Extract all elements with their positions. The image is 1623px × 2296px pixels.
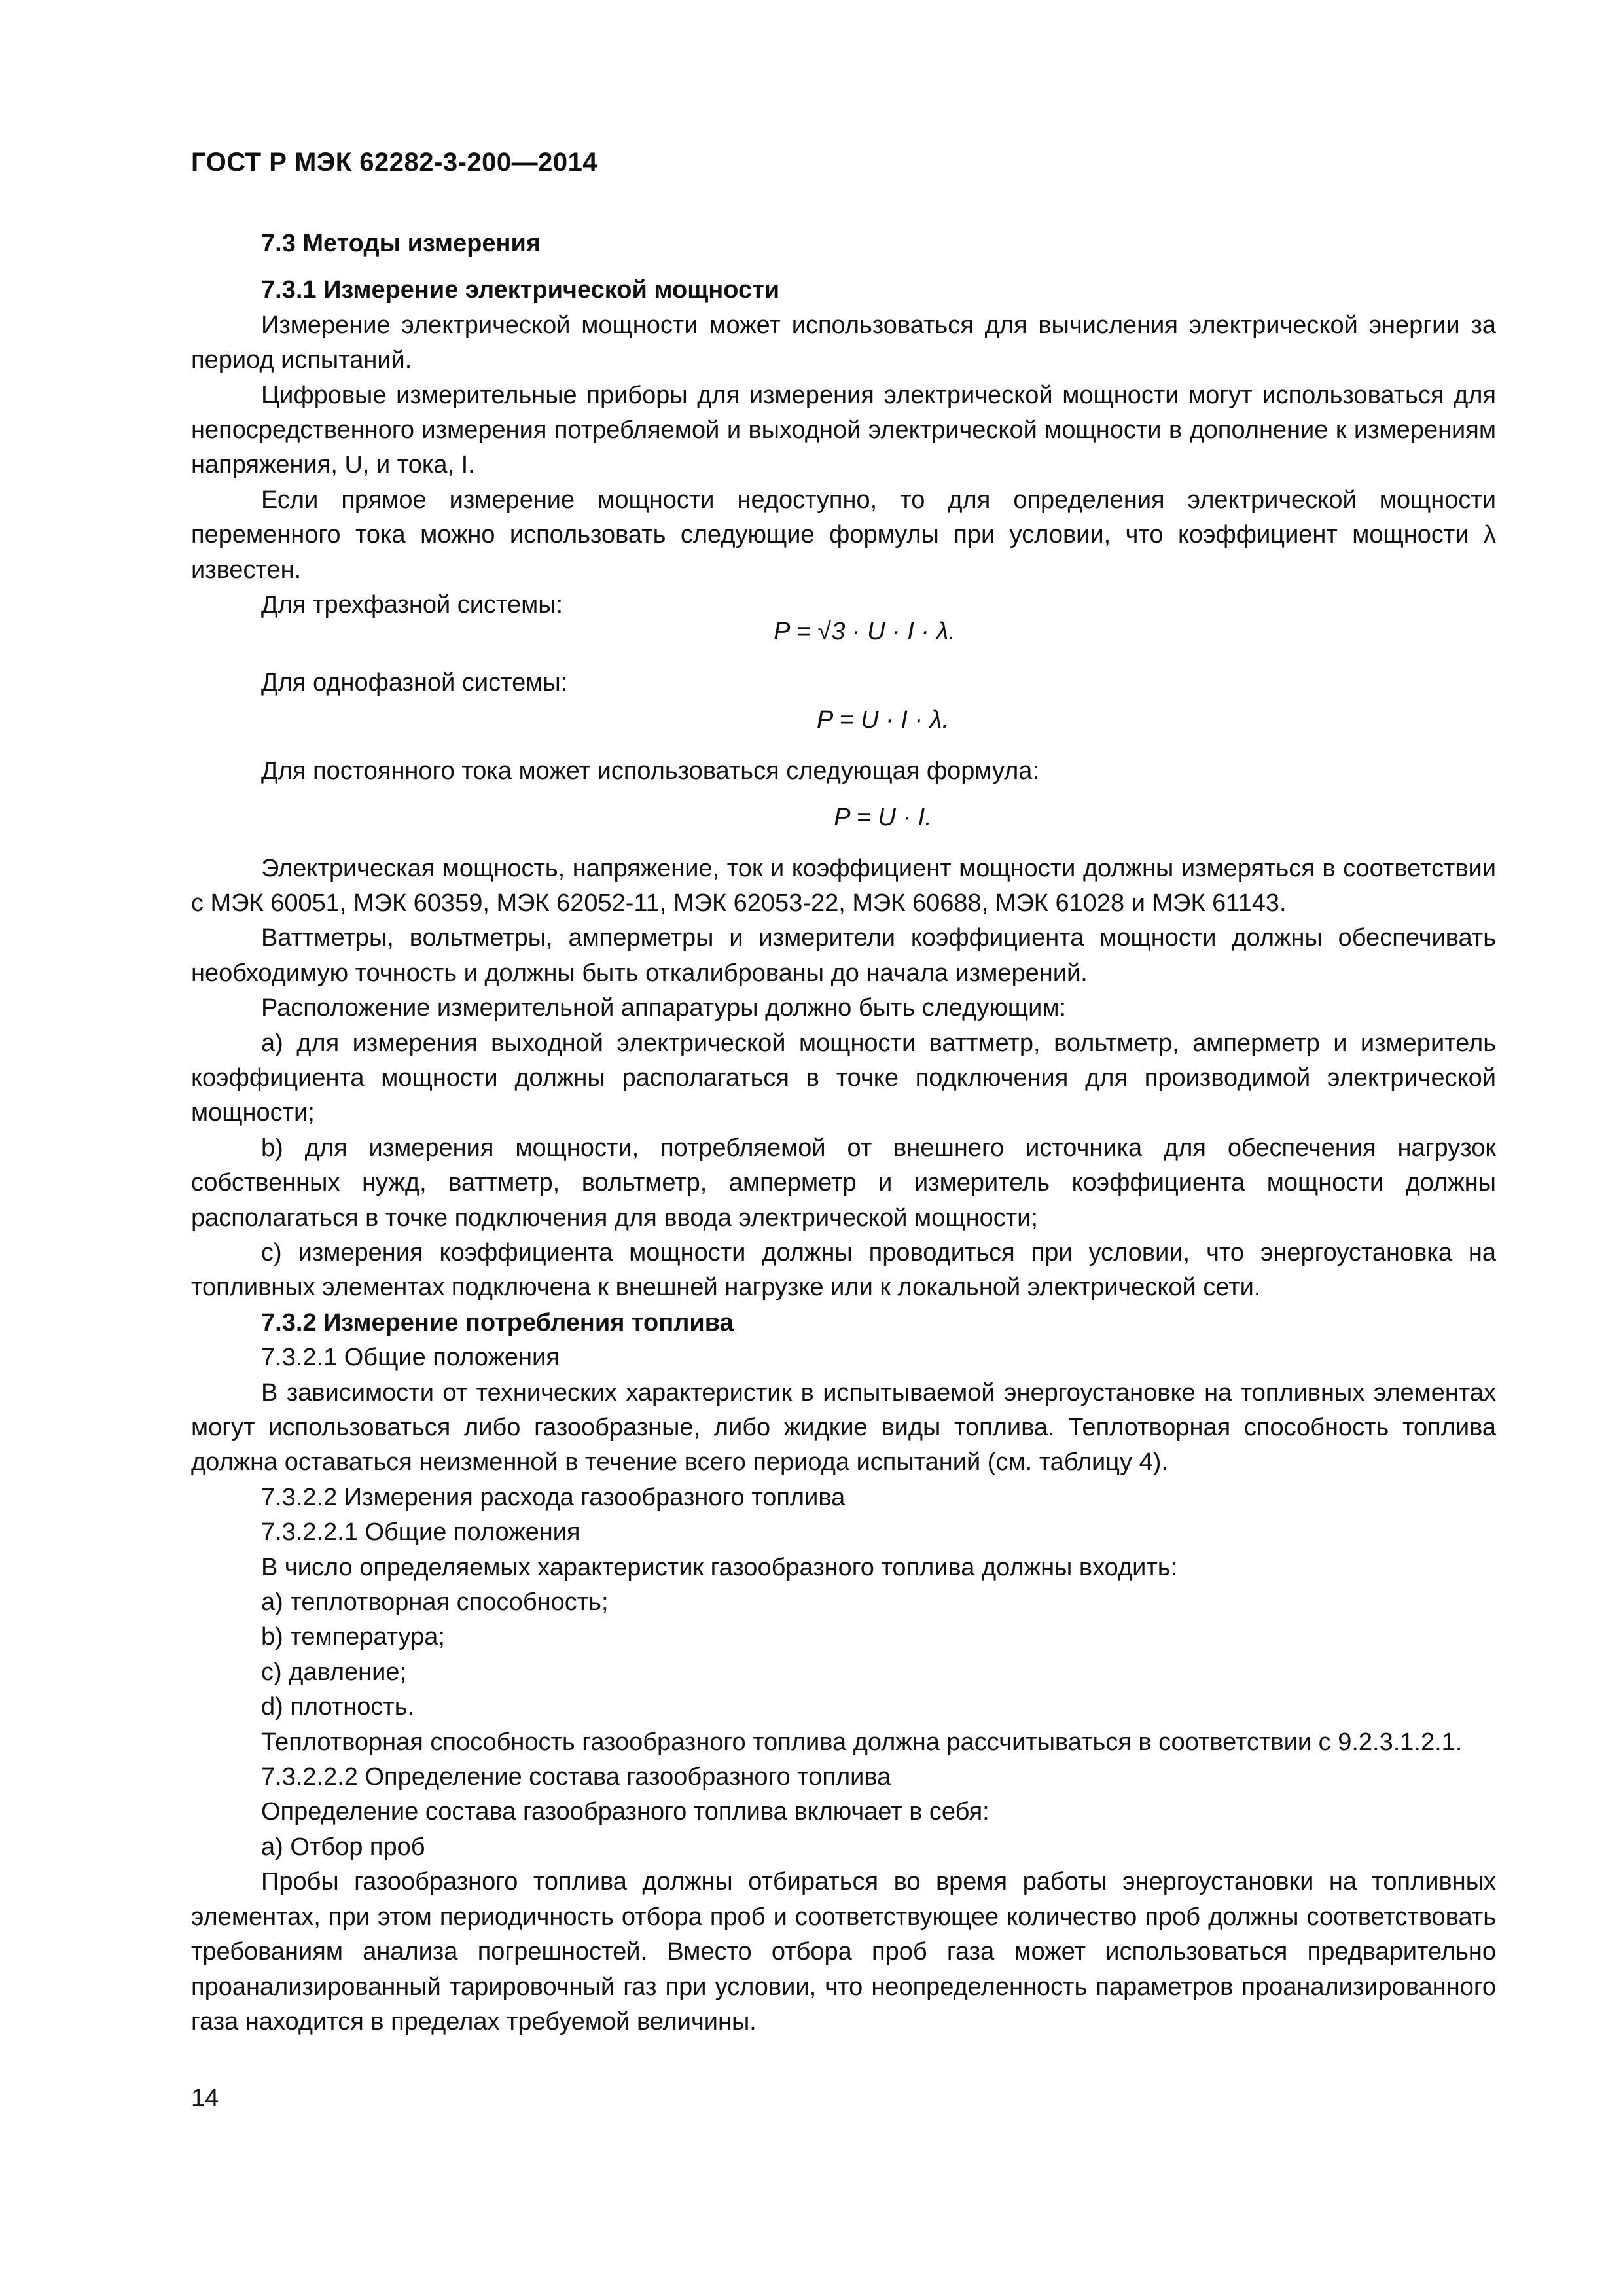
list-item: а) теплотворная способность; bbox=[261, 1588, 609, 1617]
section-7-3-heading: 7.3 Методы измерения bbox=[261, 230, 541, 257]
subsection-heading: 7.3.2.2.2 Определение состава газообразного топлива bbox=[261, 1763, 891, 1791]
document-id-header: ГОСТ Р МЭК 62282-3-200—2014 bbox=[191, 148, 598, 177]
section-7-3-1-heading: 7.3.1 Измерение электрической мощности bbox=[261, 276, 780, 304]
paragraph: Измерение электрической мощности может использоваться для вычисления электрической энергии за период испытаний. bbox=[191, 311, 1496, 374]
subsection-heading: 7.3.2.2.1 Общие положения bbox=[261, 1518, 580, 1547]
subsection-heading: 7.3.2.2 Измерения расхода газообразного топлива bbox=[261, 1483, 846, 1511]
paragraph: Цифровые измерительные приборы для измерения электрической мощности могут использоваться для непосредственного измерения потребляемой и выходной электрической мощности в дополнение к измерениям напряжения, U, и тока, I. bbox=[191, 381, 1496, 479]
formula-single-phase: P = U · I · λ. bbox=[816, 706, 950, 734]
paragraph: Расположение измерительной аппаратуры должно быть следующим: bbox=[261, 994, 1067, 1022]
list-item: а) для измерения выходной электрической мощности ваттметр, вольтметр, амперметр и измеритель коэффициента мощности должны располагаться в точке подключения для производимой электрической мощности; bbox=[191, 1029, 1496, 1127]
list-item: с) давление; bbox=[261, 1658, 407, 1686]
paragraph: Для постоянного тока может использоваться следующая формула: bbox=[261, 757, 1040, 785]
paragraph: Ваттметры, вольтметры, амперметры и измерители коэффициента мощности должны обеспечивать необходимую точность и должны быть откалиброваны до начала измерений. bbox=[191, 924, 1496, 987]
subsection-heading: 7.3.2.1 Общие положения bbox=[261, 1344, 560, 1372]
section-7-3-2-heading: 7.3.2 Измерение потребления топлива bbox=[261, 1308, 734, 1336]
list-item: d) плотность. bbox=[261, 1693, 415, 1721]
paragraph: Теплотворная способность газообразного топлива должна рассчитываться в соответствии с 9.2.3.1.2.1. bbox=[261, 1728, 1463, 1756]
paragraph: Электрическая мощность, напряжение, ток и коэффициент мощности должны измеряться в соответствии с МЭК 60051, МЭК 60359, МЭК 62052-11, МЭК 62053-22, МЭК 60688, МЭК 61028 и МЭК 61143. bbox=[191, 854, 1496, 917]
paragraph: В зависимости от технических характеристик в испытываемой энергоустановке на топливных элементах могут использоваться либо газообразные, либо жидкие виды топлива. Теплотворная способность топлива должна оставаться неизменной в течение всего периода испытаний (см. таблицу 4). bbox=[191, 1378, 1496, 1477]
list-item: с) измерения коэффициента мощности должны проводиться при условии, что энергоустановка на топливных элементах подключена к внешней нагрузке или к локальной электрической сети. bbox=[191, 1238, 1496, 1302]
formula-dc: P = U · I. bbox=[834, 804, 932, 832]
paragraph: Определение состава газообразного топлива включает в себя: bbox=[261, 1798, 990, 1826]
paragraph: Если прямое измерение мощности недоступно, то для определения электрической мощности переменного тока можно использовать следующие формулы при условии, что коэффициент мощности λ известен. bbox=[191, 486, 1496, 584]
paragraph: Для однофазной системы: bbox=[261, 668, 568, 696]
page-number: 14 bbox=[191, 2085, 219, 2112]
paragraph: Пробы газообразного топлива должны отбираться во время работы энергоустановки на топливных элементах, при этом периодичность отбора проб и соответствующее количество проб должны соответствовать требованиям анализа погрешностей. Вместо отбора проб газа может использоваться предварительно проанализированный тарировочный газ при условии, что неопределенность параметров проанализированного газа находится в пределах требуемой величины. bbox=[191, 1868, 1496, 2036]
document-body bbox=[191, 226, 1496, 2039]
paragraph: Для трехфазной системы: bbox=[261, 591, 563, 619]
list-item: а) Отбор проб bbox=[261, 1833, 425, 1861]
formula-three-phase: P = √3 · U · I · λ. bbox=[774, 618, 955, 646]
list-item: b) температура; bbox=[261, 1623, 445, 1651]
paragraph: В число определяемых характеристик газообразного топлива должны входить: bbox=[261, 1553, 1178, 1581]
list-item: b) для измерения мощности, потребляемой от внешнего источника для обеспечения нагрузок собственных нужд, ваттметр, вольтметр, амперметр и измеритель коэффициента мощности должны располагаться в точке подключения для ввода электрической мощности; bbox=[191, 1134, 1496, 1232]
